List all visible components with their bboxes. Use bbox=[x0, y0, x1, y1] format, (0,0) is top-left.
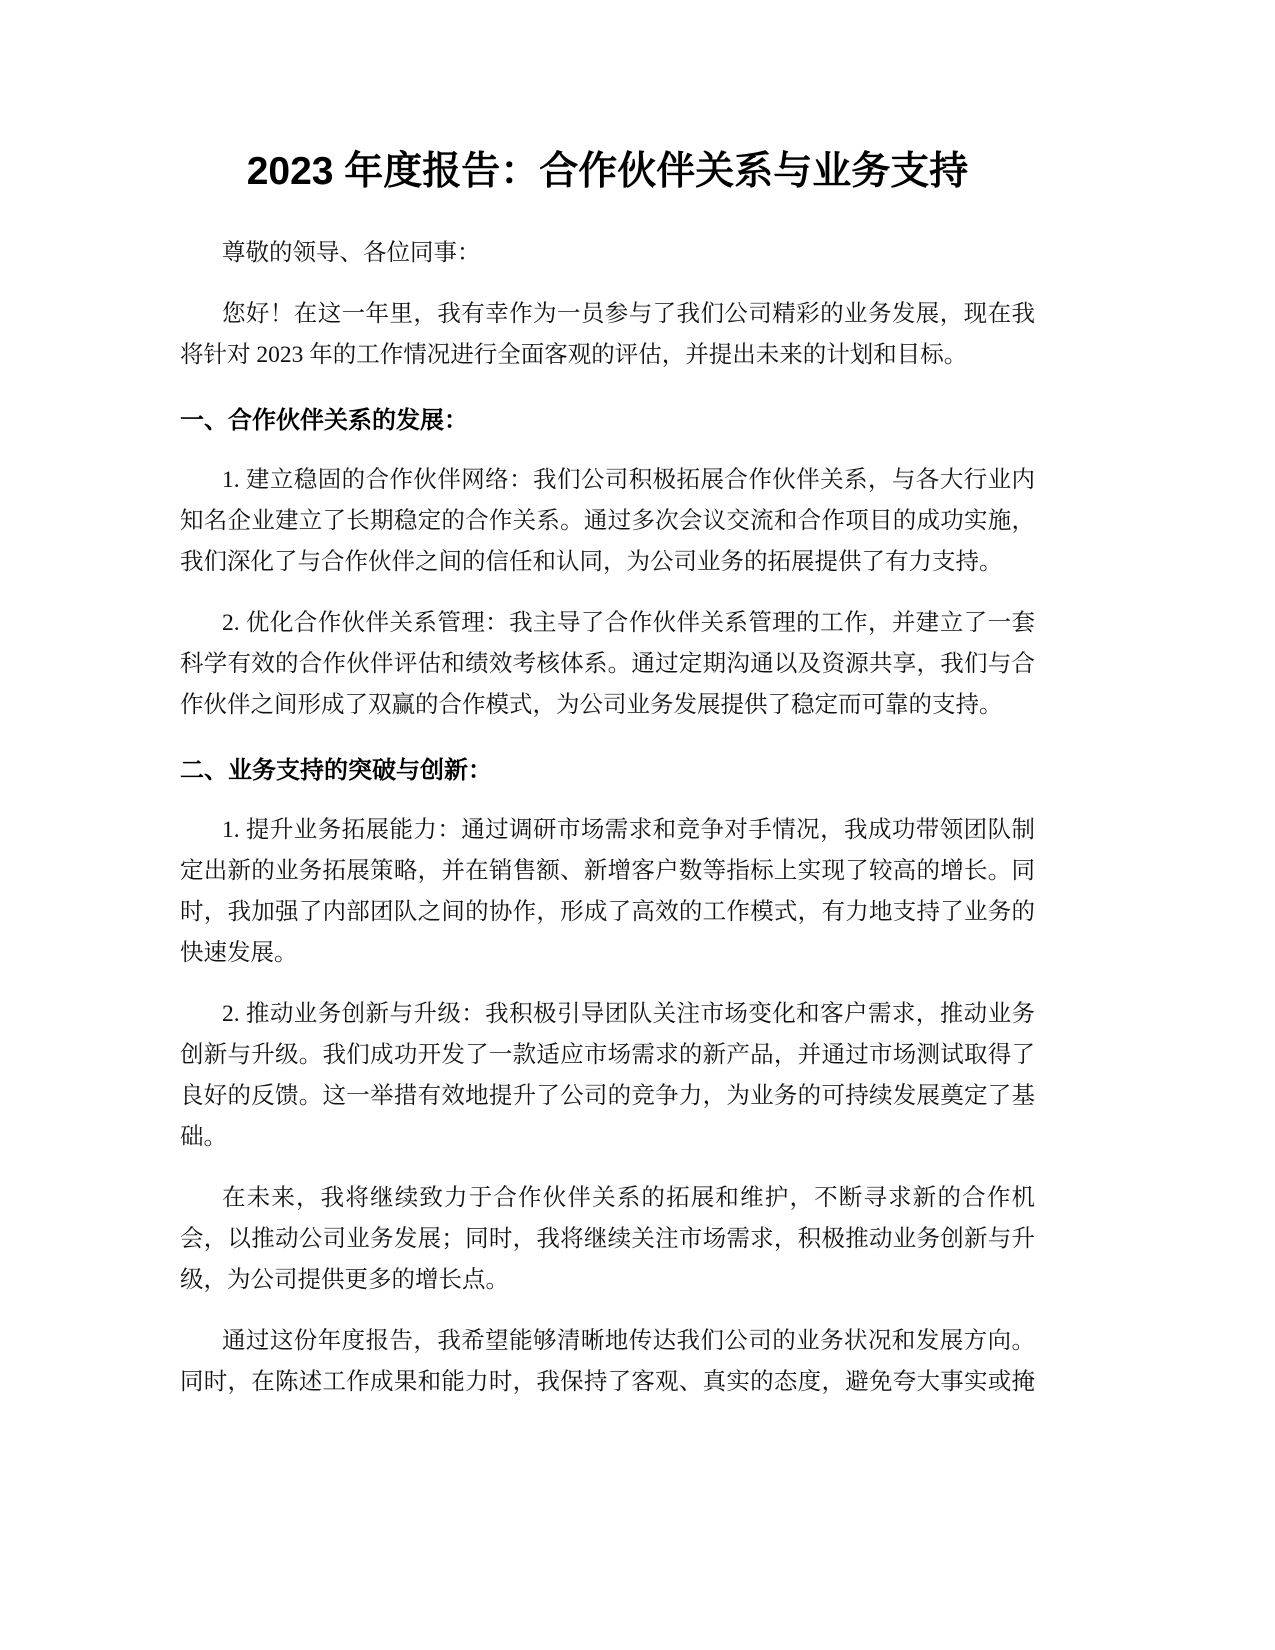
paragraph-line: 科学有效的合作伙伴评估和绩效考核体系。通过定期沟通以及资源共享，我们与合 bbox=[180, 651, 1035, 677]
document-title: 2023 年度报告：合作伙伴关系与业务支持 bbox=[246, 150, 969, 193]
paragraph-line: 础。 bbox=[180, 1124, 227, 1150]
paragraph-line: 作伙伴之间形成了双赢的合作模式，为公司业务发展提供了稳定而可靠的支持。 bbox=[180, 692, 1003, 718]
closing-paragraph bbox=[180, 1321, 1035, 1403]
document-body bbox=[180, 146, 1035, 1423]
section-paragraph bbox=[180, 460, 1035, 583]
section-heading: 二、业务支持的突破与创新： bbox=[180, 757, 492, 784]
closing-paragraph bbox=[180, 1178, 1035, 1301]
paragraph-line: 良好的反馈。这一举措有效地提升了公司的竞争力，为业务的可持续发展奠定了基 bbox=[180, 1083, 1035, 1109]
paragraph-line: 快速发展。 bbox=[180, 940, 298, 966]
section-paragraph bbox=[180, 994, 1035, 1158]
paragraph-line: 会，以推动公司业务发展；同时，我将继续关注市场需求，积极推动业务创新与升 bbox=[180, 1226, 1035, 1252]
paragraph-line: 我们深化了与合作伙伴之间的信任和认同，为公司业务的拓展提供了有力支持。 bbox=[180, 549, 1003, 575]
paragraph-line: 1. 建立稳固的合作伙伴网络：我们公司积极拓展合作伙伴关系，与各大行业内 bbox=[222, 467, 1035, 493]
greeting-paragraph bbox=[180, 233, 1035, 274]
paragraph-line: 同时，在陈述工作成果和能力时，我保持了客观、真实的态度，避免夸大事实或掩 bbox=[180, 1369, 1035, 1395]
paragraph-line: 知名企业建立了长期稳定的合作关系。通过多次会议交流和合作项目的成功实施， bbox=[180, 508, 1035, 534]
paragraph-line: 级，为公司提供更多的增长点。 bbox=[180, 1267, 509, 1293]
paragraph-line: 您好！在这一年里，我有幸作为一员参与了我们公司精彩的业务发展，现在我 bbox=[222, 301, 1035, 327]
section-paragraph bbox=[180, 603, 1035, 726]
paragraph-line: 2. 推动业务创新与升级：我积极引导团队关注市场变化和客户需求，推动业务 bbox=[222, 1001, 1035, 1027]
paragraph-line: 2. 优化合作伙伴关系管理：我主导了合作伙伴关系管理的工作，并建立了一套 bbox=[222, 610, 1035, 636]
paragraph-line: 1. 提升业务拓展能力：通过调研市场需求和竞争对手情况，我成功带领团队制 bbox=[222, 817, 1035, 843]
paragraph-line: 通过这份年度报告，我希望能够清晰地传达我们公司的业务状况和发展方向。 bbox=[222, 1328, 1035, 1354]
paragraph-line: 尊敬的领导、各位同事： bbox=[222, 240, 481, 266]
paragraph-line: 时，我加强了内部团队之间的协作，形成了高效的工作模式，有力地支持了业务的 bbox=[180, 899, 1035, 925]
section-heading: 一、合作伙伴关系的发展： bbox=[180, 407, 468, 434]
intro-paragraph bbox=[180, 294, 1035, 376]
section-paragraph bbox=[180, 810, 1035, 974]
paragraph-line: 创新与升级。我们成功开发了一款适应市场需求的新产品，并通过市场测试取得了 bbox=[180, 1042, 1035, 1068]
paragraph-line: 定出新的业务拓展策略，并在销售额、新增客户数等指标上实现了较高的增长。同 bbox=[180, 858, 1035, 884]
paragraph-line: 在未来，我将继续致力于合作伙伴关系的拓展和维护，不断寻求新的合作机 bbox=[222, 1185, 1035, 1211]
paragraph-line: 将针对 2023 年的工作情况进行全面客观的评估，并提出未来的计划和目标。 bbox=[180, 342, 968, 368]
